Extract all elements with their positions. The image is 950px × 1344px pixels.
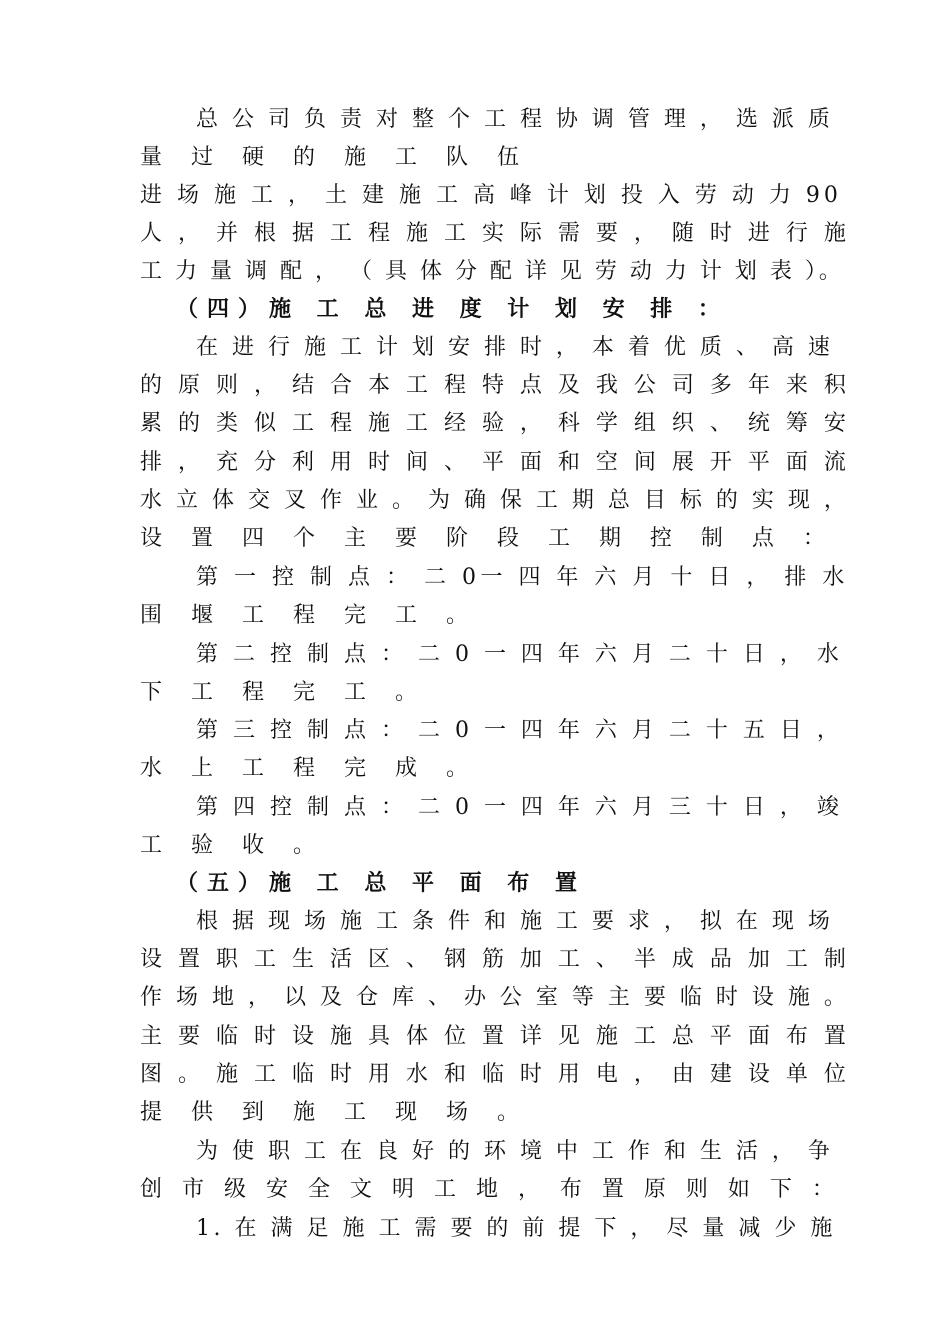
paragraph-line: 围 堰 工 程 完 工 。 (140, 603, 479, 628)
paragraph-line: 根 据 现 场 施 工 条 件 和 施 工 要 求 ， 拟 在 现 场 (196, 909, 834, 934)
paragraph-line: 累 的 类 似 工 程 施 工 经 验 ， 科 学 组 织 、 统 筹 安 (140, 411, 851, 436)
section-heading-layout: （五）施 工 总 平 面 布 置 (176, 871, 586, 896)
paragraph-line: 在 进 行 施 工 计 划 安 排 时 ， 本 着 优 质 、 高 速 (196, 335, 834, 360)
paragraph-line: 创 市 级 安 全 文 明 工 地 ， 布 置 原 则 如 下 ： (140, 1177, 841, 1202)
paragraph-line: 排 ， 充 分 利 用 时 间 、 平 面 和 空 间 展 开 平 面 流 (140, 450, 851, 475)
paragraph-line: 水 上 工 程 完 成 。 (140, 756, 479, 781)
paragraph-line: 总 公 司 负 责 对 整 个 工 程 协 调 管 理 ， 选 派 质 (196, 107, 834, 132)
paragraph-line: 第 四 控 制 点 ： 二 0 一 四 年 六 月 三 十 日 ， 竣 (196, 795, 843, 820)
paragraph-line: 人 ， 并 根 据 工 程 施 工 实 际 需 要 ， 随 时 进 行 施 (140, 221, 851, 246)
paragraph-line: 作 场 地 ， 以 及 仓 库 、 办 公 室 等 主 要 临 时 设 施 。 (140, 985, 850, 1010)
paragraph-line: 为 使 职 工 在 良 好 的 环 境 中 工 作 和 生 活 ， 争 (196, 1139, 834, 1164)
paragraph-line: 工 验 收 。 (140, 833, 326, 858)
paragraph-line: 量 过 硬 的 施 工 队 伍 (140, 145, 530, 170)
paragraph-line: 第 二 控 制 点 ： 二 0 一 四 年 六 月 二 十 日 ， 水 (196, 642, 843, 667)
paragraph-line: 水 立 体 交 叉 作 业 。 为 确 保 工 期 总 目 标 的 实 现 ， (140, 488, 850, 513)
paragraph-line: 提 供 到 施 工 现 场 。 (140, 1100, 530, 1125)
paragraph-line: 设 置 四 个 主 要 阶 段 工 期 控 制 点 ： (140, 526, 836, 551)
paragraph-line: 图 。 施 工 临 时 用 水 和 临 时 用 电 ， 由 建 设 单 位 (140, 1062, 851, 1087)
paragraph-line: 第 一 控 制 点 ： 二 0一 四 年 六 月 十 日 ， 排 水 (196, 565, 849, 590)
paragraph-line: 进 场 施 工 ， 土 建 施 工 高 峰 计 划 投 入 劳 动 力 90 (140, 183, 842, 208)
list-item-line: 1. 在 满 足 施 工 需 要 的 前 提 下 ， 尽 量 减 少 施 (196, 1216, 836, 1241)
paragraph-line: 下 工 程 完 工 。 (140, 680, 428, 705)
paragraph-line: 设 置 职 工 生 活 区 、 钢 筋 加 工 、 半 成 品 加 工 制 (140, 947, 851, 972)
paragraph-line: 主 要 临 时 设 施 具 体 位 置 详 见 施 工 总 平 面 布 置 (140, 1024, 851, 1049)
paragraph-line: 工 力 量 调 配 ， （ 具 体 分 配 详 见 劳 动 力 计 划 表 ）。 (140, 259, 844, 284)
paragraph-line: 的 原 则 ， 结 合 本 工 程 特 点 及 我 公 司 多 年 来 积 (140, 373, 851, 398)
section-heading-schedule: （四）施 工 总 进 度 计 划 安 排 ： (176, 297, 729, 322)
paragraph-line: 第 三 控 制 点 ： 二 0 一 四 年 六 月 二 十 五 日 ， (196, 718, 843, 743)
